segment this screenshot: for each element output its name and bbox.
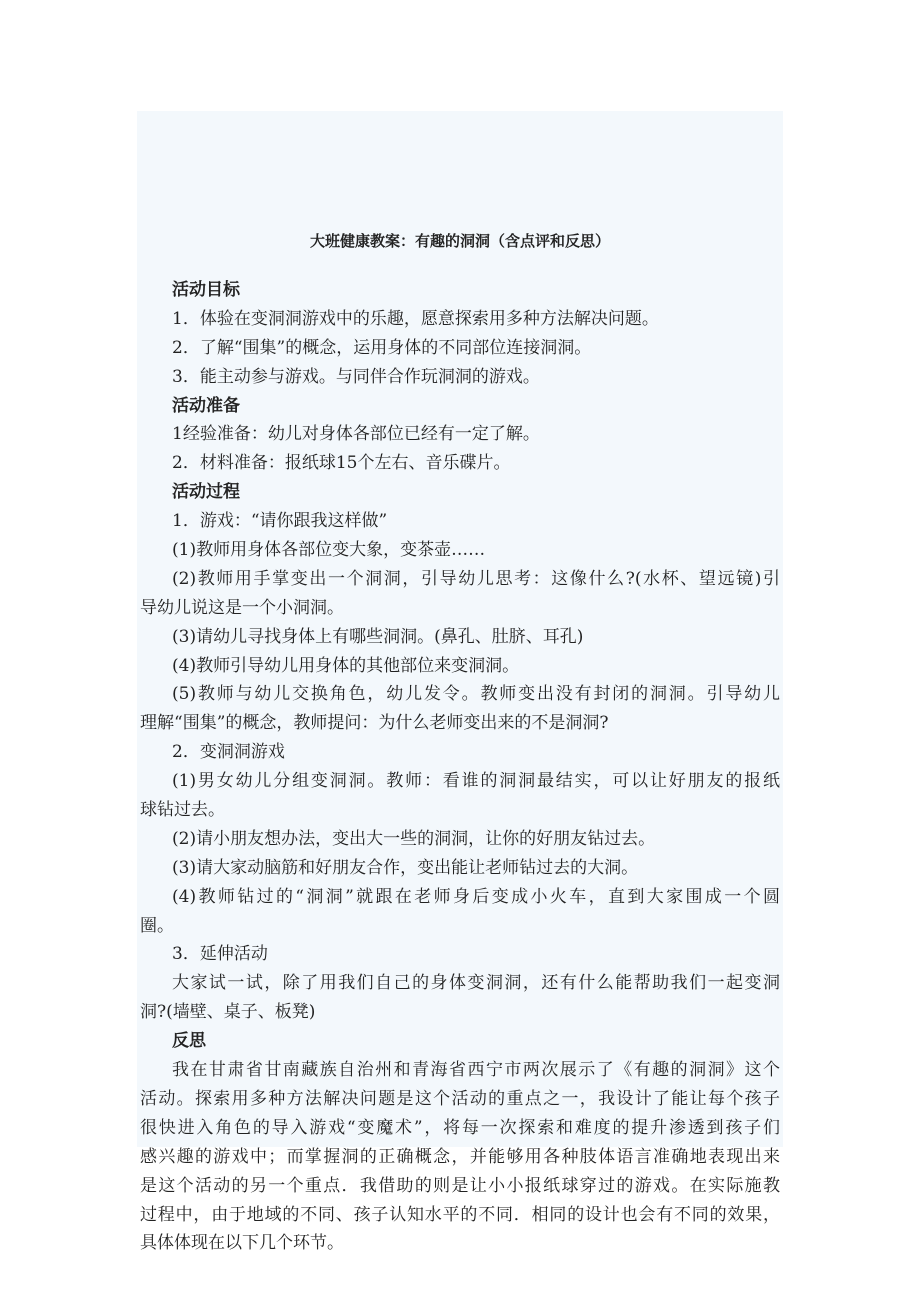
text-line: 大家试一试，除了用我们自己的身体变洞洞，还有什么能帮助我们一起变洞 (172, 973, 780, 994)
text-line: (2)教师用手掌变出一个洞洞，引导幼儿思考：这像什么?(水杯、望远镜)引 (172, 568, 780, 589)
section-heading: 活动过程 (172, 482, 240, 503)
text-line: 圈。 (140, 915, 174, 936)
text-line: 1．体验在变洞洞游戏中的乐趣，愿意探索用多种方法解决问题。 (172, 308, 659, 329)
text-line: 2．材料准备：报纸球15个左右、音乐碟片。 (172, 453, 511, 474)
document-page (137, 111, 783, 1254)
text-line: (1)教师用身体各部位变大象，变茶壶…… (172, 540, 486, 561)
text-line: 我在甘肃省甘南藏族自治州和青海省西宁市两次展示了《有趣的洞洞》这个 (172, 1060, 780, 1081)
section-heading: 反思 (172, 1031, 206, 1052)
text-line: (2)请小朋友想办法，变出大一些的洞洞，让你的好朋友钻过去。 (172, 828, 656, 849)
text-line: 1．游戏：“请你跟我这样做” (172, 511, 388, 532)
text-line: (3)请大家动脑筋和好朋友合作，变出能让老师钻过去的大洞。 (172, 857, 639, 878)
text-line: (4)教师钻过的“洞洞”就跟在老师身后变成小火车，直到大家围成一个圆 (172, 886, 780, 907)
document-body (140, 276, 780, 1258)
text-line: (5)教师与幼儿交换角色，幼儿发令。教师变出没有封闭的洞洞。引导幼儿 (172, 684, 780, 705)
text-line: 具体体现在以下几个环节。 (140, 1233, 344, 1254)
text-line: 2．了解“围集”的概念，运用身体的不同部位连接洞洞。 (172, 337, 592, 358)
text-line: 1经验准备：幼儿对身体各部位已经有一定了解。 (172, 424, 540, 445)
text-line: 球钻过去。 (140, 800, 225, 821)
text-line: (3)请幼儿寻找身体上有哪些洞洞。(鼻孔、肚脐、耳孔) (172, 626, 584, 647)
text-line: 感兴趣的游戏中；而掌握洞的正确概念，并能够用各种肢体语言准确地表现出来 (140, 1146, 780, 1167)
text-line: 过程中，由于地域的不同、孩子认知水平的不同．相同的设计也会有不同的效果， (140, 1204, 780, 1225)
section-heading: 活动准备 (172, 395, 240, 416)
text-line: 理解“围集”的概念，教师提问：为什么老师变出来的不是洞洞? (140, 713, 609, 734)
text-line: 3．延伸活动 (172, 944, 268, 965)
text-line: 2．变洞洞游戏 (172, 742, 285, 763)
text-line: 很快进入角色的导入游戏“变魔术”，将每一次探索和难度的提升渗透到孩子们 (140, 1117, 780, 1138)
text-line: 导幼儿说这是一个小洞洞。 (140, 597, 344, 618)
text-line: 是这个活动的另一个重点．我借助的则是让小小报纸球穿过的游戏。在实际施教 (140, 1175, 780, 1196)
document-title: 大班健康教案：有趣的洞洞（含点评和反思） (309, 232, 610, 250)
section-heading: 活动目标 (172, 280, 240, 300)
text-line: 活动。探索用多种方法解决问题是这个活动的重点之一，我设计了能让每个孩子 (140, 1088, 780, 1109)
text-line: (1)男女幼儿分组变洞洞。教师：看谁的洞洞最结实，可以让好朋友的报纸 (172, 771, 780, 792)
text-line: 洞?(墙壁、桌子、板凳) (140, 1002, 316, 1023)
text-line: 3．能主动参与游戏。与同伴合作玩洞洞的游戏。 (172, 366, 540, 387)
text-line: (4)教师引导幼儿用身体的其他部位来变洞洞。 (172, 655, 520, 676)
